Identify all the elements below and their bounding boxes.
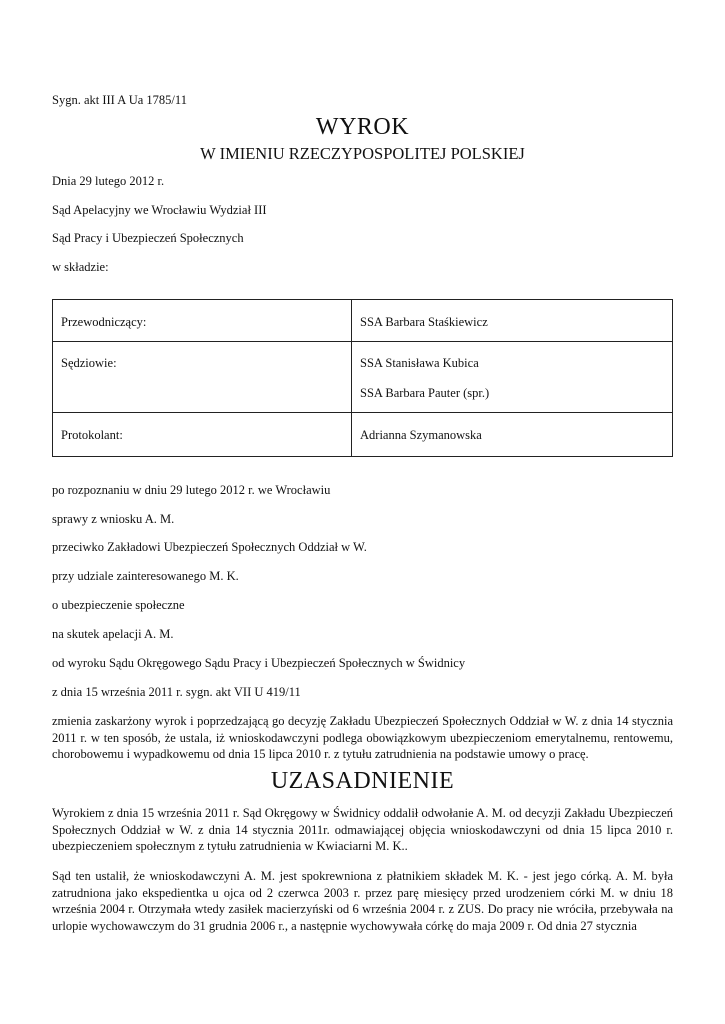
case-line: przeciwko Zakładowi Ubezpieczeń Społecznych Oddział w W. (52, 540, 367, 554)
ruling-text: zmienia zaskarżony wyrok i poprzedzającą go decyzję Zakładu Ubezpieczeń Społecznych Oddział w W. z dnia 14 stycznia 2011 r. w ten sposób, że ustala, iż wnioskodawczyni podlega obowiązkowym ubezpieczeniom emerytalnemu, rentowemu, chorobowemu i wypadkowemu od dnia 15 lipca 2010 r. z tytułu zatrudnienia na podstawie umowy o pracę. (52, 714, 673, 761)
case-line: z dnia 15 września 2011 r. sygn. akt VII U 419/11 (52, 685, 301, 699)
names-cell (352, 413, 673, 457)
case-line: o ubezpieczenie społeczne (52, 598, 185, 612)
case-line: na skutek apelacji A. M. (52, 627, 174, 641)
role-cell (53, 342, 352, 413)
case-line: sprawy z wniosku A. M. (52, 512, 175, 526)
role-label: Protokolant: (61, 428, 123, 442)
person-name: Adrianna Szymanowska (360, 428, 482, 442)
role-cell (53, 300, 352, 342)
court-composition-table (52, 299, 673, 457)
names-cell (352, 300, 673, 342)
court-name-line-2: Sąd Pracy i Ubezpieczeń Społecznych (52, 231, 244, 245)
person-name: SSA Barbara Staśkiewicz (360, 315, 488, 329)
role-cell (53, 413, 352, 457)
case-line: po rozpoznaniu w dniu 29 lutego 2012 r. we Wrocławiu (52, 483, 331, 497)
role-label: Sędziowie: (61, 356, 117, 370)
table-row (53, 342, 673, 413)
table-row (53, 413, 673, 457)
document-title: WYROK (315, 114, 410, 140)
case-signature: Sygn. akt III A Ua 1785/11 (52, 93, 187, 107)
role-label: Przewodniczący: (61, 315, 147, 329)
ruling-date: Dnia 29 lutego 2012 r. (52, 174, 165, 188)
justification-heading: UZASADNIENIE (270, 768, 455, 794)
court-name-line-1: Sąd Apelacyjny we Wrocławiu Wydział III (52, 203, 267, 217)
composition-label: w składzie: (52, 260, 109, 274)
case-line: od wyroku Sądu Okręgowego Sądu Pracy i Ubezpieczeń Społecznych w Świdnicy (52, 656, 466, 670)
case-line: przy udziale zainteresowanego M. K. (52, 569, 239, 583)
names-cell (352, 342, 673, 413)
document-subtitle: W IMIENIU RZECZYPOSPOLITEJ POLSKIEJ (200, 144, 525, 163)
person-name: SSA Barbara Pauter (spr.) (360, 386, 490, 400)
justification-paragraph-1: Wyrokiem z dnia 15 września 2011 r. Sąd Okręgowy w Świdnicy oddalił odwołanie A. M. od decyzji Zakładu Ubezpieczeń Społecznych Oddział w W. z dnia 14 stycznia 2011r. odmawiającej objęcia wnioskodawczyni od dnia 15 lipca 2010 r. ubezpieczeniem społecznym z tytułu zatrudnienia w Kwiaciarni M. K.. (52, 806, 673, 853)
justification-paragraph-2: Sąd ten ustalił, że wnioskodawczyni A. M. jest spokrewniona z płatnikiem składek M. K. - jest jego córką. A. M. była zatrudniona jako ekspedientka u ojca od 2 czerwca 2003 r. przez parę miesięcy przed urodzeniem córki M. w dniu 18 września 2004 r. Otrzymała wtedy zasiłek macierzyński od 6 września 2004 r. z ZUS. Do pracy nie wróciła, przebywała na urlopie wychowawczym do 31 grudnia 2006 r., a następnie wychowywała córkę do maja 2009 r. Od dnia 27 stycznia (52, 869, 673, 933)
person-name: SSA Stanisława Kubica (360, 356, 479, 370)
table-row (53, 300, 673, 342)
